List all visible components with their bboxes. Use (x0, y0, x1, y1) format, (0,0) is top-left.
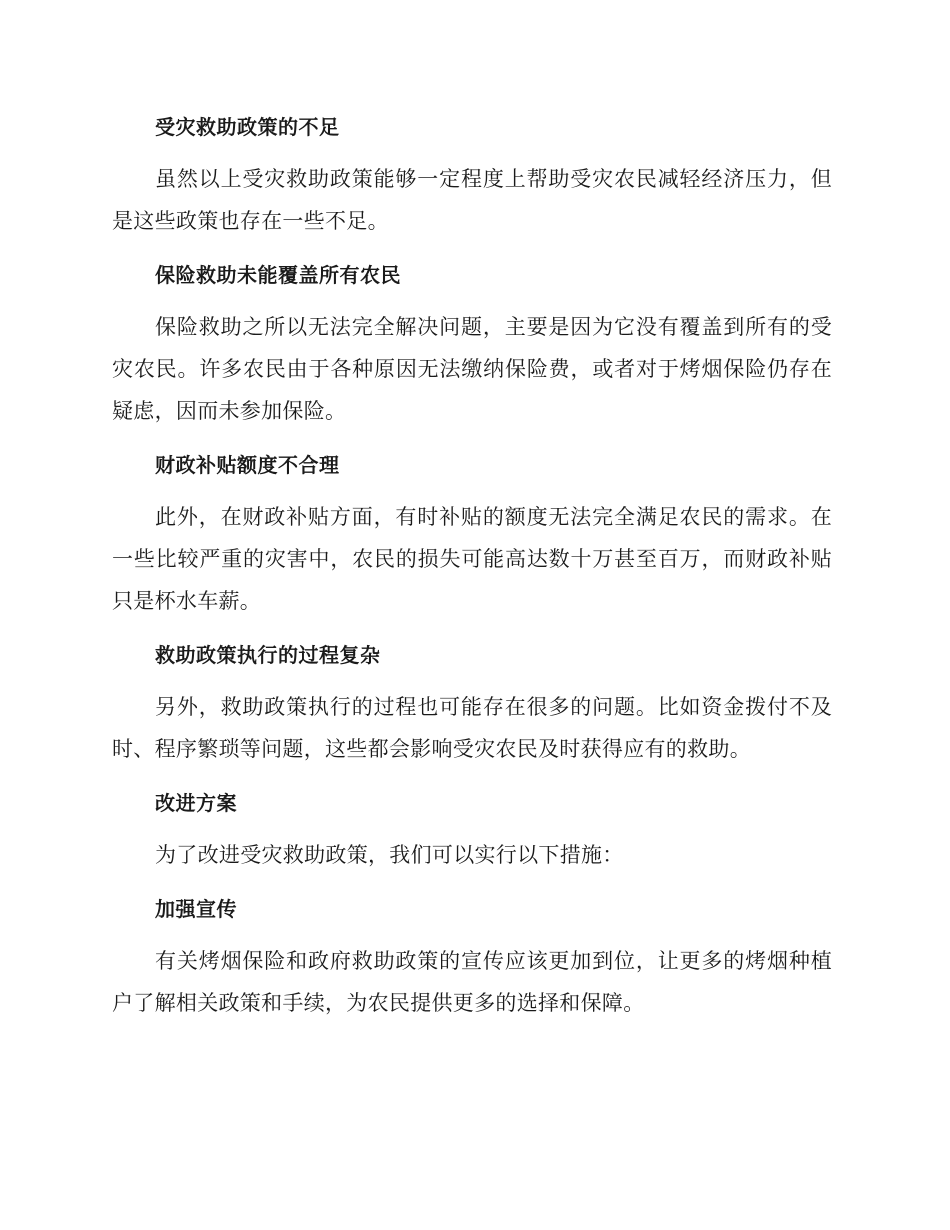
section-heading-insurance-coverage: 保险救助未能覆盖所有农民 (155, 263, 401, 287)
section-heading-shortcomings: 受灾救助政策的不足 (155, 115, 340, 139)
document-page (112, 106, 832, 1036)
section-heading-complex-process: 救助政策执行的过程复杂 (155, 643, 381, 667)
paragraph-complex-process: 另外，救助政策执行的过程也可能存在很多的问题。比如资金拨付不及时、程序繁琐等问题，这些都会影响受灾农民及时获得应有的救助。 (112, 695, 832, 761)
paragraph-insurance-coverage: 保险救助之所以无法完全解决问题，主要是因为它没有覆盖到所有的受灾农民。许多农民由于各种原因无法缴纳保险费，或者对于烤烟保险仍存在疑虑，因而未参加保险。 (112, 315, 832, 423)
section-heading-subsidy-amount: 财政补贴额度不合理 (155, 453, 340, 477)
paragraph-improvement-plan: 为了改进受灾救助政策，我们可以实行以下措施： (155, 843, 624, 867)
paragraph-publicity: 有关烤烟保险和政府救助政策的宣传应该更加到位，让更多的烤烟种植户了解相关政策和手续，为农民提供更多的选择和保障。 (112, 949, 832, 1015)
paragraph-shortcomings: 虽然以上受灾救助政策能够一定程度上帮助受灾农民减轻经济压力，但是这些政策也存在一些不足。 (112, 167, 832, 233)
section-heading-improvement-plan: 改进方案 (155, 791, 237, 815)
section-heading-publicity: 加强宣传 (155, 897, 237, 921)
paragraph-subsidy-amount: 此外，在财政补贴方面，有时补贴的额度无法完全满足农民的需求。在一些比较严重的灾害中，农民的损失可能高达数十万甚至百万，而财政补贴只是杯水车薪。 (112, 505, 832, 613)
